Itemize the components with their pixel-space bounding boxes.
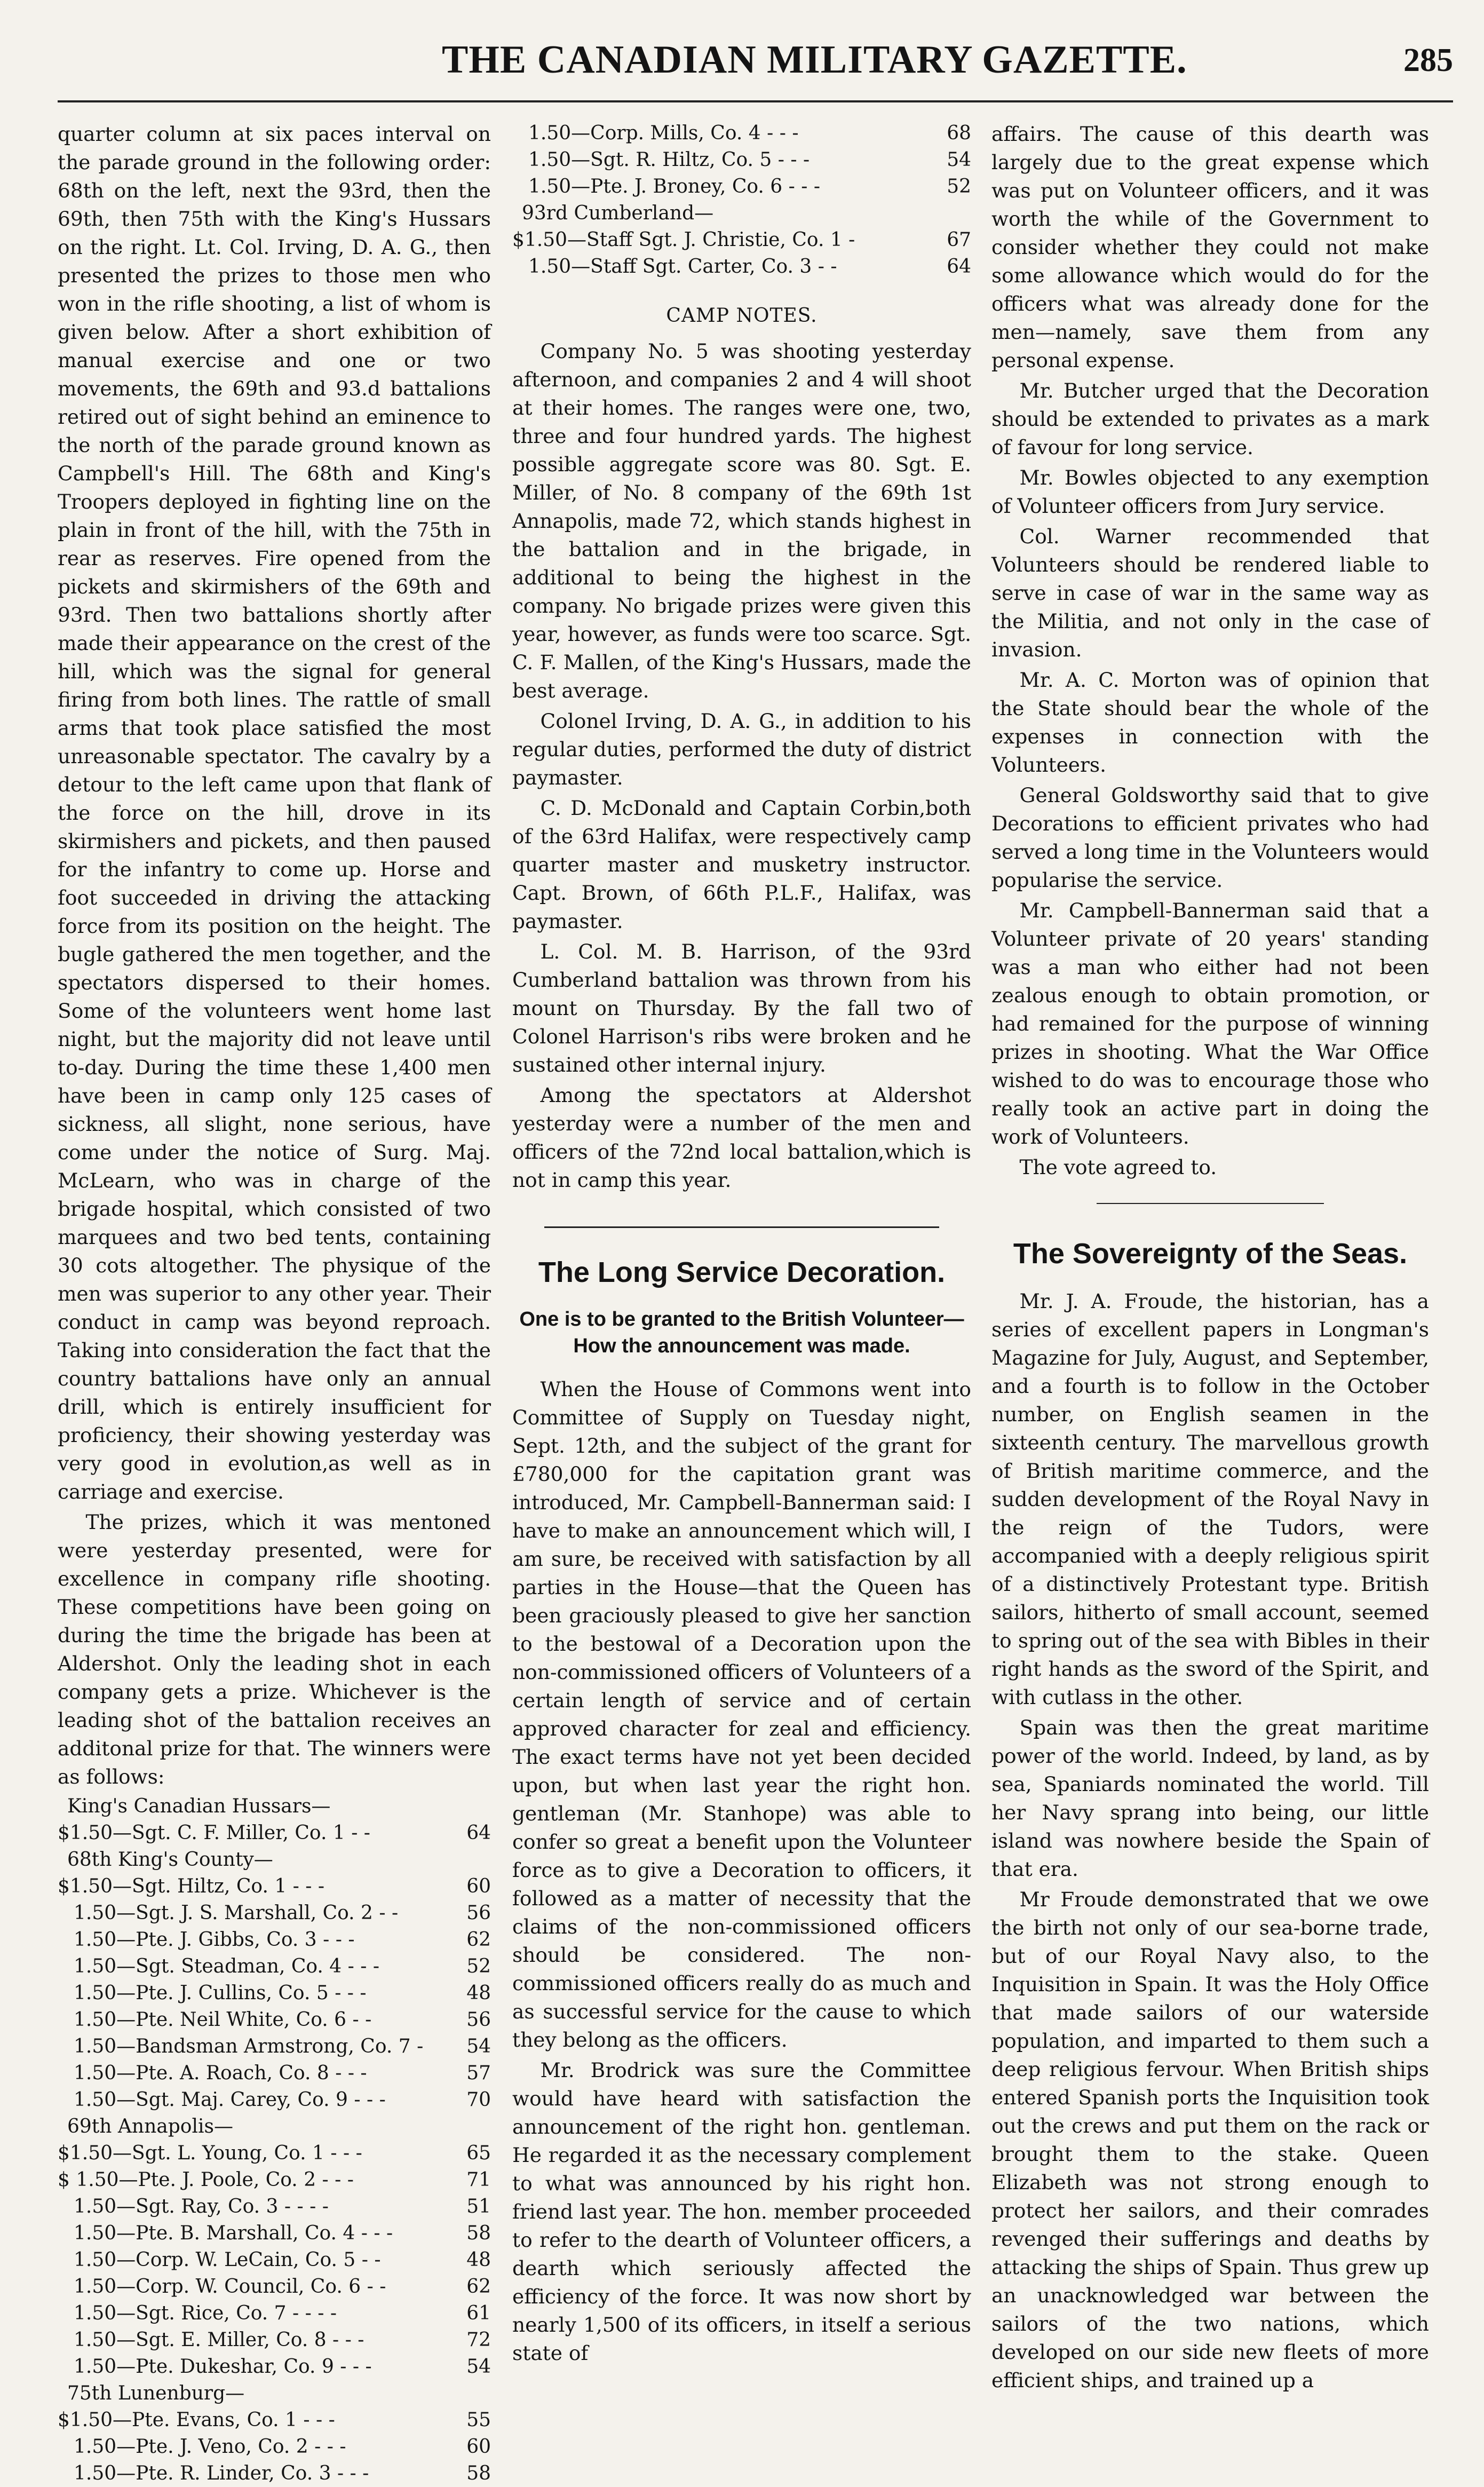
roster-row	[58, 2434, 491, 2460]
roster-score: 70	[466, 2089, 491, 2111]
roster-score: 65	[466, 2142, 491, 2164]
roster-group-heading: King's Canadian Hussars—	[67, 1795, 331, 1817]
roster-score: 62	[466, 2276, 491, 2298]
roster-row	[58, 2220, 491, 2247]
roster-score: 57	[466, 2062, 491, 2084]
paragraph: affairs. The cause of this dearth was largely due to the great expense which was put on Volunteer officers, and it was worth the while of the Government to consider whether they could not make some allowance which would do for the officers what was already done for the men—namely, save them from any personal expense.	[991, 122, 1429, 372]
paragraph: Mr Froude demonstrated that we owe the birth not only of our sea-borne trade, but of our Royal Navy also, to the Inquisition in Spain. It was the Holy Office that made sailors of our waterside population, and imparted to them such a deep religious fervour. When British ships entered Spanish ports the Inquisition took out the crews and put them on the rack or brought them to the stake. Queen Elizabeth was not strong enough to protect her sailors, and their comrades revenged their sufferings and deaths by attacking the ships of Spain. Thus grew up an unacknowledged war between the sailors of the two nations, which developed on our side new fleets of more efficient ships, and trained up a	[991, 1888, 1429, 2392]
roster-row	[512, 120, 971, 147]
roster-row	[58, 2247, 491, 2274]
paragraph: Colonel Irving, D. A. G., in addition to his regular duties, performed the duty of district paymaster.	[512, 709, 971, 789]
paragraph: Mr. Campbell-Bannerman said that a Volunteer private of 20 years' standing was a man who either had not been zealous enough to obtain promotion, or had remained for the purpose of winning prizes in shooting. What the War Office wished to do was to encourage those who really took an active part in doing the work of Volunteers.	[991, 899, 1429, 1149]
roster-score: 55	[466, 2409, 491, 2431]
roster-entry: $1.50—Pte. Evans, Co. 1 - - -	[58, 2409, 335, 2431]
roster-entry: 1.50—Pte. Dukeshar, Co. 9 - - -	[74, 2356, 372, 2378]
roster-entry: 1.50—Sgt. Maj. Carey, Co. 9 - - -	[74, 2089, 386, 2111]
roster-row	[512, 147, 971, 173]
column-3	[991, 120, 1429, 2392]
roster-entry: 1.50—Sgt. J. S. Marshall, Co. 2 - -	[74, 1902, 399, 1924]
roster-score: 54	[947, 149, 971, 171]
roster-entry: 1.50—Staff Sgt. Carter, Co. 3 - -	[528, 256, 837, 278]
prize-roster	[58, 1793, 491, 2487]
roster-score: 62	[466, 1929, 491, 1951]
roster-score: 67	[947, 229, 971, 251]
roster-entry: 1.50—Bandsman Armstrong, Co. 7 -	[74, 2035, 424, 2057]
roster-score: 64	[466, 1822, 491, 1844]
roster-entry: 1.50—Sgt. Rice, Co. 7 - - - -	[74, 2302, 337, 2324]
roster-entry: 1.50—Pte. A. Roach, Co. 8 - - -	[74, 2062, 367, 2084]
roster-row	[58, 2007, 491, 2033]
roster-entry: 1.50—Sgt. R. Hiltz, Co. 5 - - -	[528, 149, 810, 171]
paragraph: Mr. Bowles objected to any exemption of Volunteer officers from Jury service.	[991, 466, 1429, 518]
paragraph: quarter column at six paces interval on the parade ground in the following order: 68th on the left, next the 93rd, then the 69th, then 75th with the King's Hussars on the right. Lt. Col. Irving, D. A. G., then presented the prizes to those men who won in the rifle shooting, a list of whom is given below. After a short exhibition of manual exercise and one or two movements, the 69th and 93.d battalions retired out of sight behind an eminence to the north of the parade ground known as Campbell's Hill. The 68th and King's Troopers deployed in fighting line on the plain in front of the hill, with the 75th in rear as reserves. Fire opened from the pickets and skirmishers of the 69th and 93rd. Then two battalions shortly after made their appearance on the crest of the hill, which was the signal for general firing from both lines. The rattle of small arms that took place satisfied the most unreasonable spectator. The cavalry by a detour to the left came upon that flank of the force on the hill, drove in its skirmishers and pickets, and then paused for the infantry to come up. Horse and foot succeeded in driving the attacking force from its position on the height. The bugle gathered the men together, and the spectators dispersed to their homes. Some of the volunteers went home last night, but the majority did not leave until to-day. During the time these 1,400 men have been in camp only 125 cases of sickness, all slight, none serious, have come under the notice of Surg. Maj. McLearn, who was in charge of the brigade hospital, which consisted of two marquees and two bed tents, containing 30 cots altogether. The physique of the men was superior to any other year. Their conduct in camp was beyond reproach. Taking into consideration the fact that the country battalions have only an annual drill, which is entirely insufficient for proficiency, their showing yesterday was very good in evolution,as well as in carriage and exercise.	[58, 122, 491, 1503]
roster-row	[58, 2193, 491, 2220]
paragraph: C. D. McDonald and Captain Corbin,both of the 63rd Halifax, were respectively camp quarter master and musketry instructor. Capt. Brown, of 66th P.L.F., Halifax, was paymaster.	[512, 796, 971, 933]
roster-score: 51	[466, 2196, 491, 2217]
roster-entry: 1.50—Pte. J. Veno, Co. 2 - - -	[74, 2436, 346, 2458]
roster-entry: 1.50—Pte. Neil White, Co. 6 - -	[74, 2009, 372, 2031]
roster-row	[58, 1927, 491, 1953]
article-deck: One is to be granted to the British Volunteer—How the announcement was made.	[519, 1308, 964, 1357]
roster-score: 58	[466, 2462, 491, 2484]
roster-group-heading: 68th King's County—	[67, 1849, 273, 1871]
page-header	[58, 4, 1453, 106]
roster-row	[58, 2060, 491, 2087]
roster-score: 64	[947, 256, 971, 278]
roster-row	[58, 1980, 491, 2007]
roster-score: 58	[466, 2222, 491, 2244]
page-number: 285	[1403, 42, 1453, 78]
roster-entry: 1.50—Pte. J. Gibbs, Co. 3 - - -	[74, 1929, 355, 1951]
roster-score: 72	[466, 2329, 491, 2351]
roster-row	[58, 1820, 491, 1847]
paragraph: When the House of Commons went into Committee of Supply on Tuesday night, Sept. 12th, and the subject of the grant for £780,000 for the capitation grant was introduced, Mr. Campbell-Bannerman said: I have to make an announcement which will, I am sure, be received with satisfaction by all parties in the House—that the Queen has been graciously pleased to give her sanction to the bestowal of a Decoration upon the non-commissioned officers of Volunteers of a certain length of service and of certain approved character for zeal and efficiency. The exact terms have not yet been decided upon, but when last year the right hon. gentleman (Mr. Stanhope) was able to confer so great a benefit upon the Volunteer force as to give a Decoration to officers, it followed as a matter of necessity that the claims of the non-commissioned officers should be considered. The non-commissioned officers really do as much and as successful service for the cause to which they belong as the officers.	[512, 1377, 971, 2052]
roster-row	[58, 2033, 491, 2060]
roster-entry: $1.50—Sgt. Hiltz, Co. 1 - - -	[58, 1875, 325, 1897]
paragraph: Mr. J. A. Froude, the historian, has a series of excellent papers in Longman's Magazine for July, August, and September, and a fourth is to follow in the October number, on English seamen in the sixteenth century. The marvellous growth of British maritime commerce, and the sudden development of the Royal Navy in the reign of the Tudors, were accompanied with a deeply religious spirit of a distinctively Protestant type. British sailors, hitherto of small account, seemed to spring out of the sea with Bibles in their right hands as the sword of the Spirit, and with cutlass in the other.	[991, 1289, 1429, 1709]
roster-entry: 1.50—Pte. B. Marshall, Co. 4 - - -	[74, 2222, 393, 2244]
roster-entry: 1.50—Corp. W. LeCain, Co. 5 - -	[74, 2249, 381, 2271]
column-1	[58, 120, 491, 2484]
roster-entry: $1.50—Sgt. C. F. Miller, Co. 1 - -	[58, 1822, 370, 1844]
running-title: THE CANADIAN MILITARY GAZETTE.	[442, 38, 1187, 82]
roster-row	[58, 2140, 491, 2167]
roster-score: 56	[466, 1902, 491, 1924]
roster-entry: 1.50—Pte. J. Broney, Co. 6 - - -	[528, 176, 821, 197]
roster-score: 52	[466, 1955, 491, 1977]
roster-score: 60	[466, 1875, 491, 1897]
roster-row	[512, 254, 971, 280]
roster-score: 48	[466, 1982, 491, 2004]
article-title: The Long Service Decoration.	[538, 1256, 946, 1288]
roster-row	[58, 2407, 491, 2434]
roster-score: 48	[466, 2249, 491, 2271]
paragraph: The vote agreed to.	[1019, 1155, 1217, 1179]
roster-row	[58, 1873, 491, 1900]
paragraph: Mr. Brodrick was sure the Committee would have heard with satisfaction the announcement of the right hon. gentleman. He regarded it as the necessary complement to what was announced by his right hon. friend last year. The hon. member proceeded to refer to the dearth of Volunteer officers, a dearth which seriously affected the efficiency of the force. It was now short by nearly 1,500 of its officers, in itself a serious state of	[512, 2058, 971, 2365]
roster-entry: 1.50—Sgt. E. Miller, Co. 8 - - -	[74, 2329, 364, 2351]
roster-entry: $1.50—Staff Sgt. J. Christie, Co. 1 -	[512, 229, 855, 251]
roster-row	[58, 2274, 491, 2300]
roster-row	[58, 2300, 491, 2327]
section-divider	[1097, 1203, 1324, 1204]
roster-group-heading: 93rd Cumberland—	[522, 202, 714, 224]
paragraph: Company No. 5 was shooting yesterday afternoon, and companies 2 and 4 will shoot at their homes. The ranges were one, two, three and four hundred yards. The highest possible aggregate score was 80. Sgt. E. Miller, of No. 8 company of the 69th 1st Annapolis, made 72, which stands highest in the battalion and in the brigade, in additional to being the highest in the company. No brigade prizes were given this year, however, as funds were too scarce. Sgt. C. F. Mallen, of the King's Hussars, made the best average.	[512, 339, 971, 702]
roster-group-heading: 69th Annapolis—	[67, 2116, 233, 2137]
paragraph: Col. Warner recommended that Volunteers should be rendered liable to serve in case of war in the same way as the Militia, and not only in the case of invasion.	[991, 525, 1429, 661]
roster-entry: 1.50—Corp. W. Council, Co. 6 - -	[74, 2276, 386, 2298]
paragraph: The prizes, which it was mentoned were yesterday presented, were for excellence in company rifle shooting. These competitions have been going on during the time the brigade has been at Aldershot. Only the leading shot in each company gets a prize. Whichever is the leading shot of the battalion receives an additonal prize for that. The winners were as follows:	[58, 1510, 491, 1788]
roster-entry: $ 1.50—Pte. J. Poole, Co. 2 - - -	[58, 2169, 354, 2191]
roster-row	[58, 2167, 491, 2193]
paragraph: Spain was then the great maritime power of the world. Indeed, by land, as by sea, Spaniards nominated the world. Till her Navy sprang into being, our little island was nowhere beside the Spain of that era.	[991, 1716, 1429, 1881]
roster-score: 54	[466, 2035, 491, 2057]
roster-row	[58, 1953, 491, 1980]
roster-row	[58, 2327, 491, 2354]
header-rule	[58, 100, 1453, 102]
roster-entry: 1.50—Pte. R. Linder, Co. 3 - - -	[74, 2462, 369, 2484]
roster-group-heading: 75th Lunenburg—	[67, 2382, 245, 2404]
roster-score: 71	[466, 2169, 491, 2191]
paragraph: Among the spectators at Aldershot yesterday were a number of the men and officers of the 72nd local battalion,which is not in camp this year.	[512, 1083, 971, 1192]
article-title: The Sovereignty of the Seas.	[1013, 1238, 1408, 1270]
roster-row	[58, 2460, 491, 2487]
roster-entry: $1.50—Sgt. L. Young, Co. 1 - - -	[58, 2142, 362, 2164]
roster-row	[58, 2087, 491, 2113]
prize-roster-continued	[512, 120, 971, 280]
roster-row	[58, 2354, 491, 2380]
paragraph: Mr. Butcher urged that the Decoration should be extended to privates as a mark of favour for long service.	[991, 379, 1429, 459]
roster-entry: 1.50—Sgt. Ray, Co. 3 - - - -	[74, 2196, 329, 2217]
roster-entry: 1.50—Corp. Mills, Co. 4 - - -	[528, 122, 799, 144]
roster-entry: 1.50—Sgt. Steadman, Co. 4 - - -	[74, 1955, 380, 1977]
roster-score: 61	[466, 2302, 491, 2324]
roster-row	[58, 1900, 491, 1927]
roster-score: 56	[466, 2009, 491, 2031]
roster-score: 52	[947, 176, 971, 197]
column-2	[512, 120, 971, 2386]
roster-score: 68	[947, 122, 971, 144]
roster-entry: 1.50—Pte. J. Cullins, Co. 5 - - -	[74, 1982, 367, 2004]
section-divider	[544, 1226, 939, 1228]
paragraph: Mr. A. C. Morton was of opinion that the State should bear the whole of the expenses in connection with the Volunteers.	[991, 668, 1429, 777]
paragraph: L. Col. M. B. Harrison, of the 93rd Cumberland battalion was thrown from his mount on Thursday. By the fall two of Colonel Harrison's ribs were broken and he sustained other internal injury.	[512, 940, 971, 1076]
roster-row	[512, 227, 971, 254]
roster-score: 54	[466, 2356, 491, 2378]
roster-row	[512, 173, 971, 200]
camp-notes-heading: CAMP NOTES.	[666, 305, 818, 327]
paragraph: General Goldsworthy said that to give Decorations to efficient privates who had served a long time in the Volunteers would popularise the service.	[991, 783, 1429, 892]
roster-score: 60	[466, 2436, 491, 2458]
